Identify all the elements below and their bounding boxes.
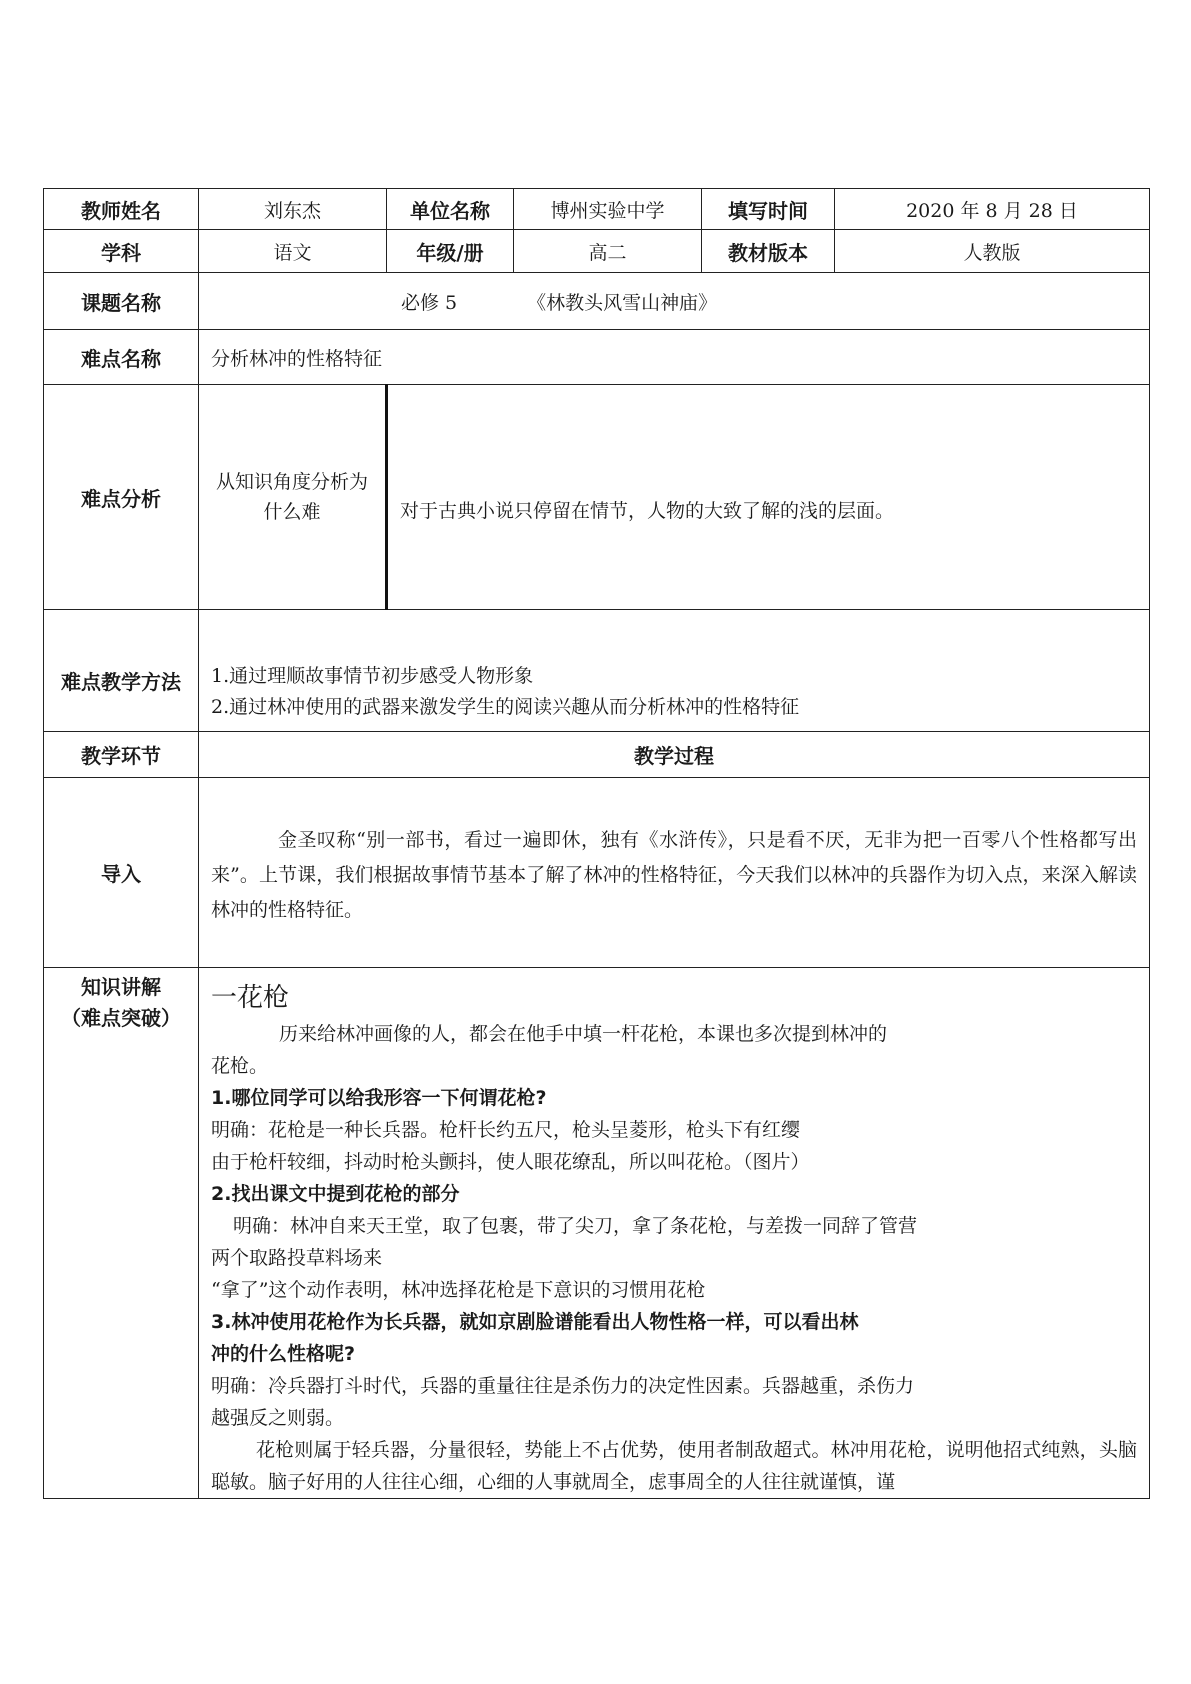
answer-3b: 越强反之则弱。 [211,1407,345,1429]
method-line-2: 2.通过林冲使用的武器来激发学生的阅读兴趣从而分析林冲的性格特征 [211,695,800,718]
question-3b: 冲的什么性格呢? [211,1343,356,1365]
lesson-plan-table [43,188,1150,1499]
subject-value: 语文 [199,230,387,273]
knowledge-content [199,978,1149,1498]
analysis-row [44,385,1150,610]
teacher-name-value: 刘东杰 [199,189,387,230]
intro-label: 导入 [44,778,199,968]
stage-header: 教学环节 [44,732,199,778]
topic-volume: 必修 5 [401,291,458,314]
unit-name-label: 单位名称 [387,189,514,230]
analysis-sub-cell [199,385,387,610]
grade-value: 高二 [514,230,702,273]
answer-2b: 两个取路投草料场来 [211,1247,383,1269]
knowledge-label: 知识讲解 [81,975,161,999]
unit-name-value: 博州实验中学 [514,189,702,230]
edition-label: 教材版本 [702,230,835,273]
header-row-1 [44,189,1150,230]
question-2: 2.找出课文中提到花枪的部分 [211,1183,460,1205]
teacher-name-label: 教师姓名 [44,189,199,230]
knowledge-cell [199,968,1150,1499]
edition-value: 人教版 [835,230,1150,273]
answer-2a: 明确：林冲自来天王堂，取了包裹，带了尖刀，拿了条花枪，与差拨一同辞了管营 [233,1215,918,1237]
method-line-1: 1.通过理顺故事情节初步感受人物形象 [211,664,534,687]
answer-3c: 花枪则属于轻兵器，分量很轻，势能上不占优势，使用者制敌超式。林冲用花枪，说明他招式纯熟，头脑聪敏。脑子好用的人往往心细，心细的人事就周全，虑事周全的人往往就谨慎，谨 [211,1439,1137,1493]
answer-2c: “拿了”这个动作表明，林冲选择花枪是下意识的习惯用花枪 [211,1279,706,1301]
topic-value [199,273,1150,330]
intro-text: 金圣叹称“别一部书，看过一遍即休，独有《水浒传》，只是看不厌，无非为把一百零八个性格都写出来”。上节课，我们根据故事情节基本了解了林冲的性格特征，今天我们以林冲的兵器作为切入点，来深入解读林冲的性格特征。 [211,829,1137,921]
difficulty-value: 分析林冲的性格特征 [199,330,1150,385]
knowledge-label-cell [44,968,199,1499]
process-header: 教学过程 [199,732,1150,778]
answer-3a: 明确：冷兵器打斗时代，兵器的重量往往是杀伤力的决定性因素。兵器越重，杀伤力 [211,1375,915,1397]
topic-title: 《林教头风雪山神庙》 [527,291,718,314]
fill-time-value: 2020 年 8 月 28 日 [835,189,1150,230]
header-row-2 [44,230,1150,273]
analysis-value: 对于古典小说只停留在情节，人物的大致了解的浅的层面。 [387,385,1150,610]
answer-1a: 明确：花枪是一种长兵器。枪杆长约五尺，枪头呈菱形，枪头下有红缨 [211,1119,801,1141]
topic-label: 课题名称 [44,273,199,330]
topic-row [44,273,1150,330]
analysis-sub-label: 从知识角度分析为什么难 [215,470,368,523]
question-1: 1.哪位同学可以给我形容一下何谓花枪? [211,1087,547,1109]
analysis-label: 难点分析 [44,385,199,610]
paragraph-1a: 历来给林冲画像的人，都会在他手中填一杆花枪，本课也多次提到林冲的 [279,1023,888,1045]
intro-cell [199,778,1150,968]
method-label: 难点教学方法 [44,610,199,732]
process-header-row [44,732,1150,778]
question-3a: 3.林冲使用花枪作为长兵器，就如京剧脸谱能看出人物性格一样，可以看出林 [211,1311,859,1333]
method-row [44,610,1150,732]
section-heading: 一花枪 [211,983,290,1013]
subject-label: 学科 [44,230,199,273]
lesson-plan-sheet [43,188,1149,1499]
knowledge-label-sub: （难点突破） [61,1006,181,1030]
intro-row [44,778,1150,968]
answer-1b: 由于枪杆较细，抖动时枪头颤抖，使人眼花缭乱，所以叫花枪。（图片） [211,1151,810,1173]
difficulty-label: 难点名称 [44,330,199,385]
grade-label: 年级/册 [387,230,514,273]
fill-time-label: 填写时间 [702,189,835,230]
knowledge-row [44,968,1150,1499]
method-cell [199,610,1150,732]
paragraph-1b: 花枪。 [211,1055,269,1077]
difficulty-row [44,330,1150,385]
